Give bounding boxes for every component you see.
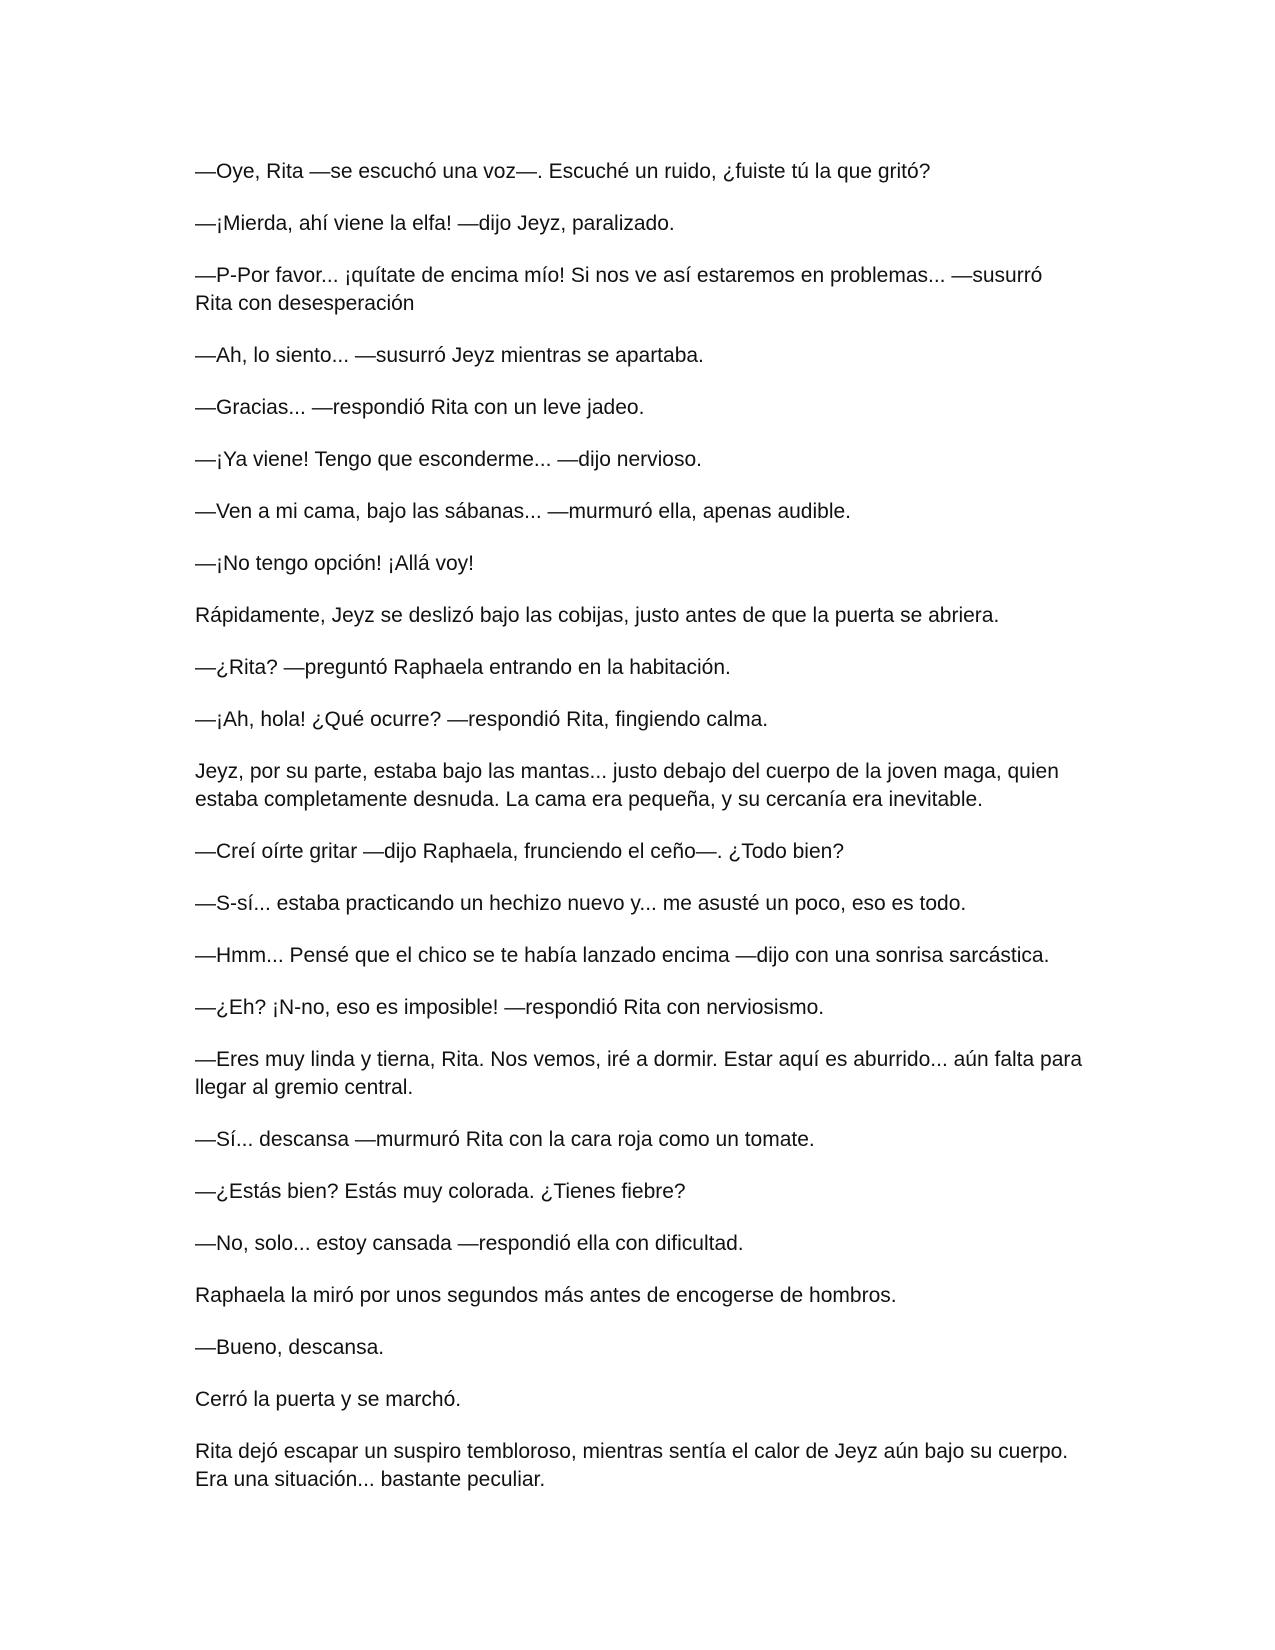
paragraph: —¿Estás bien? Estás muy colorada. ¿Tienes fiebre? <box>195 1180 686 1203</box>
paragraph: —Eres muy linda y tierna, Rita. Nos vemos, iré a dormir. Estar aquí es aburrido... aún falta para llegar al gremio central. <box>195 1048 1083 1099</box>
paragraph: —Hmm... Pensé que el chico se te había lanzado encima —dijo con una sonrisa sarcástica. <box>195 944 1050 967</box>
paragraph: Cerró la puerta y se marchó. <box>195 1388 462 1411</box>
paragraph: —Oye, Rita —se escuchó una voz—. Escuché un ruido, ¿fuiste tú la que gritó? <box>195 160 931 183</box>
paragraph: —Ven a mi cama, bajo las sábanas... —murmuró ella, apenas audible. <box>195 500 852 523</box>
paragraph: —Sí... descansa —murmuró Rita con la cara roja como un tomate. <box>195 1128 815 1151</box>
paragraph: —Ah, lo siento... —susurró Jeyz mientras se apartaba. <box>195 344 704 367</box>
document-body <box>195 158 1085 1518</box>
paragraph: —Creí oírte gritar —dijo Raphaela, frunciendo el ceño—. ¿Todo bien? <box>195 840 845 863</box>
paragraph: —¿Rita? —preguntó Raphaela entrando en la habitación. <box>195 656 731 679</box>
paragraph: Rita dejó escapar un suspiro tembloroso, mientras sentía el calor de Jeyz aún bajo su cuerpo. Era una situación... bastante peculiar. <box>195 1440 1069 1491</box>
paragraph: —¡Mierda, ahí viene la elfa! —dijo Jeyz, paralizado. <box>195 212 675 235</box>
paragraph: —¡Ah, hola! ¿Qué ocurre? —respondió Rita, fingiendo calma. <box>195 708 769 731</box>
paragraph: —Gracias... —respondió Rita con un leve jadeo. <box>195 396 645 419</box>
paragraph: Raphaela la miró por unos segundos más antes de encogerse de hombros. <box>195 1284 897 1307</box>
paragraph: Jeyz, por su parte, estaba bajo las mantas... justo debajo del cuerpo de la joven maga, quien estaba completamente desnuda. La cama era pequeña, y su cercanía era inevitable. <box>195 760 1059 811</box>
paragraph: —¿Eh? ¡N-no, eso es imposible! —respondió Rita con nerviosismo. <box>195 996 825 1019</box>
paragraph: —¡No tengo opción! ¡Allá voy! <box>195 552 474 575</box>
paragraph: —No, solo... estoy cansada —respondió ella con dificultad. <box>195 1232 744 1255</box>
paragraph: —¡Ya viene! Tengo que esconderme... —dijo nervioso. <box>195 448 703 471</box>
paragraph: —S-sí... estaba practicando un hechizo nuevo y... me asusté un poco, eso es todo. <box>195 892 967 915</box>
paragraph: —Bueno, descansa. <box>195 1336 385 1359</box>
paragraph: Rápidamente, Jeyz se deslizó bajo las cobijas, justo antes de que la puerta se abriera. <box>195 604 1000 627</box>
paragraph: —P-Por favor... ¡quítate de encima mío! Si nos ve así estaremos en problemas... —susurró Rita con desesperación <box>195 264 1043 315</box>
